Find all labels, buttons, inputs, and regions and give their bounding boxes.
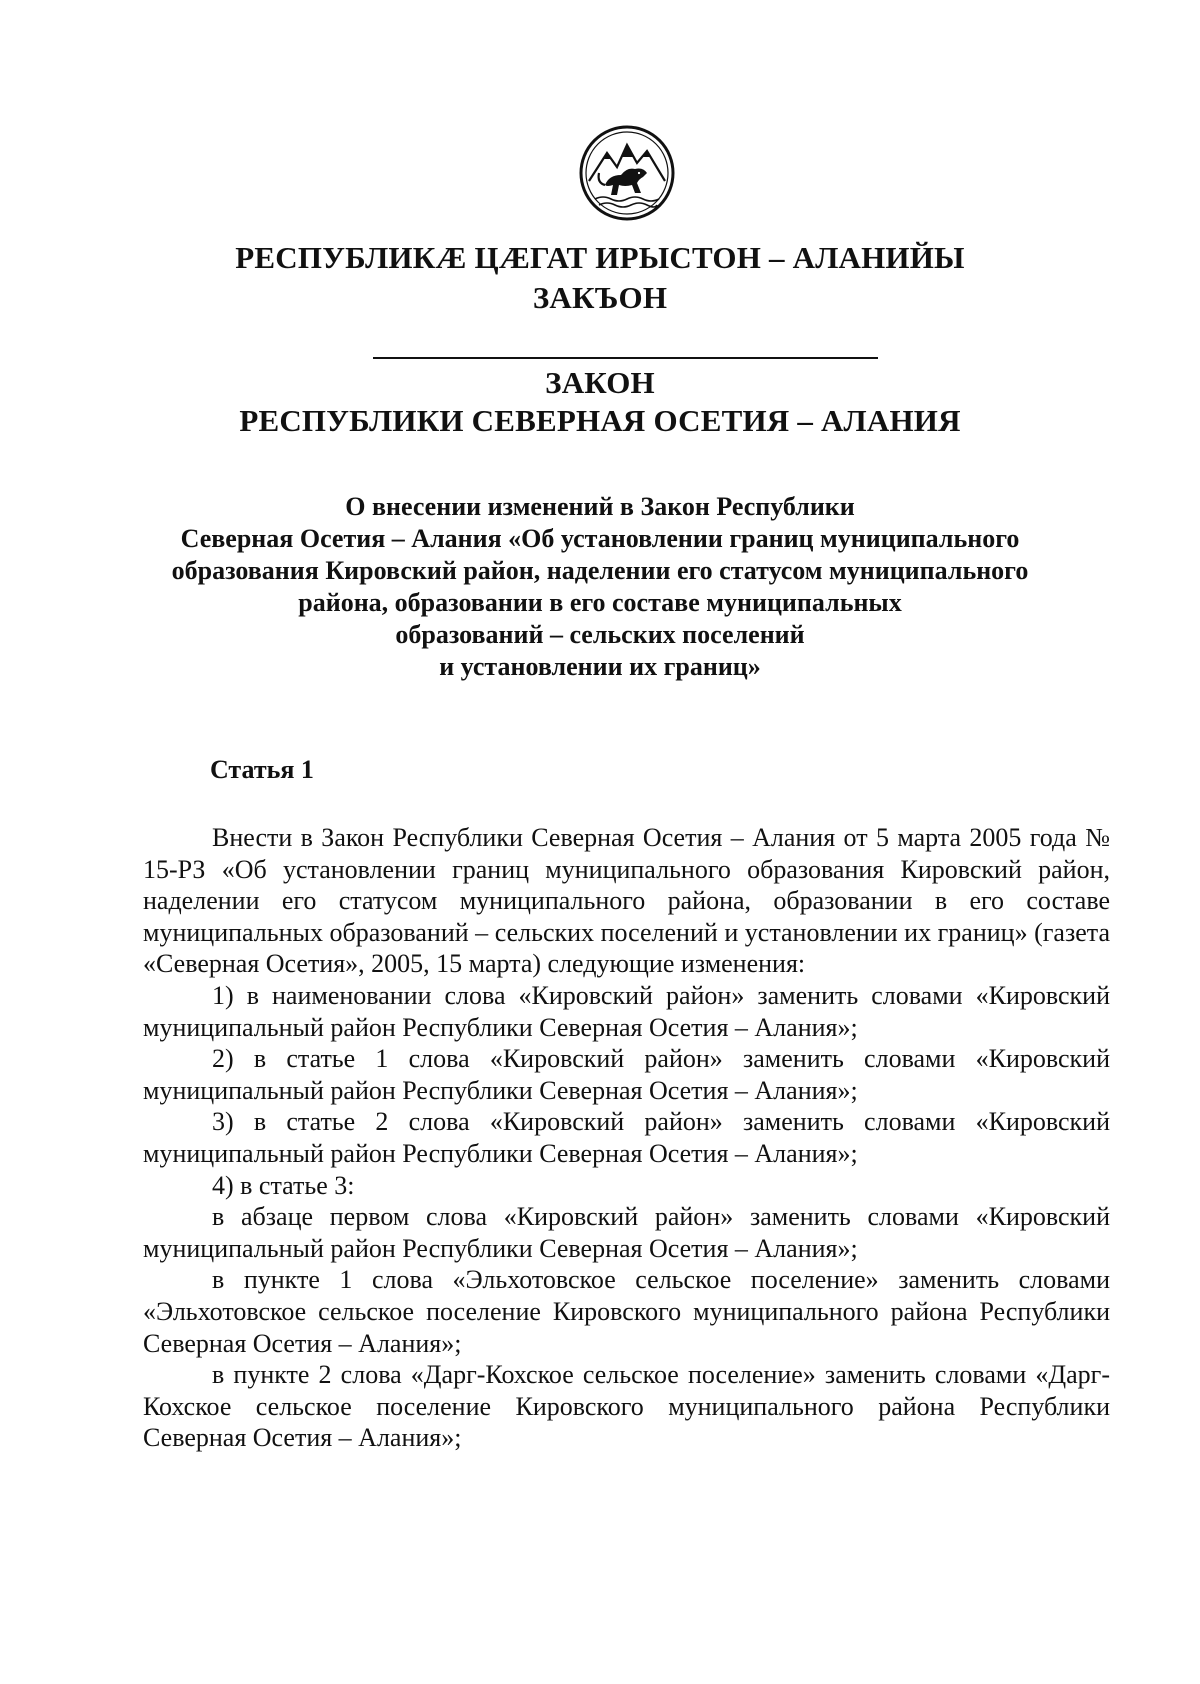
ossetian-law-title: ЗАКЪОН	[532, 280, 668, 315]
subject-line: образований – сельских поселений	[395, 620, 805, 649]
divider-line	[373, 357, 878, 359]
article-heading: Статья 1	[210, 755, 314, 784]
article-paragraph: в пункте 1 слова «Эльхотовское сельское поселение» заменить словами «Эльхотовское сельское поселение Кировского муниципального района Республики Северная Осетия – Алания»;	[143, 1265, 1110, 1358]
article-paragraph: Внести в Закон Республики Северная Осетия – Алания от 5 марта 2005 года № 15-РЗ «Об установлении границ муниципального образования Кировский район, наделении его статусом муниципального района, образовании в его составе муниципальных образований – сельских поселений и установлении их границ» (газета «Северная Осетия», 2005, 15 марта) следующие изменения:	[143, 823, 1110, 979]
article-paragraph: 1) в наименовании слова «Кировский район» заменить словами «Кировский муниципальный район Республики Северная Осетия – Алания»;	[143, 980, 1110, 1042]
article-paragraph: 3) в статье 2 слова «Кировский район» заменить словами «Кировский муниципальный район Республики Северная Осетия – Алания»;	[143, 1107, 1110, 1168]
article-paragraph: 4) в статье 3:	[212, 1170, 355, 1200]
article-body	[143, 822, 1110, 1454]
coat-of-arms-icon	[577, 123, 677, 223]
article-paragraph: в пункте 2 слова «Дарг-Кохское сельское поселение» заменить словами «Дарг-Кохское сельское поселение Кировского муниципального района Республики Северная Осетия – Алания»;	[143, 1360, 1110, 1453]
subject-line: и установлении их границ»	[439, 652, 761, 681]
law-subject-title	[0, 491, 1200, 683]
russian-law-title: ЗАКОН	[545, 365, 655, 400]
subject-line: района, образовании в его составе муниципальных	[298, 588, 902, 617]
article-paragraph: 2) в статье 1 слова «Кировский район» заменить словами «Кировский муниципальный район Республики Северная Осетия – Алания»;	[143, 1044, 1110, 1105]
russian-republic-title: РЕСПУБЛИКИ СЕВЕРНАЯ ОСЕТИЯ – АЛАНИЯ	[239, 403, 961, 438]
ossetian-republic-title: РЕСПУБЛИКÆ ЦÆГАТ ИРЫСТОН – АЛАНИЙЫ	[235, 240, 965, 275]
subject-line: Северная Осетия – Алания «Об установлении границ муниципального	[180, 524, 1020, 553]
subject-line: О внесении изменений в Закон Республики	[345, 492, 855, 521]
article-paragraph: в абзаце первом слова «Кировский район» заменить словами «Кировский муниципальный район Республики Северная Осетия – Алания»;	[143, 1202, 1110, 1263]
subject-line: образования Кировский район, наделении его статусом муниципального	[171, 556, 1029, 585]
